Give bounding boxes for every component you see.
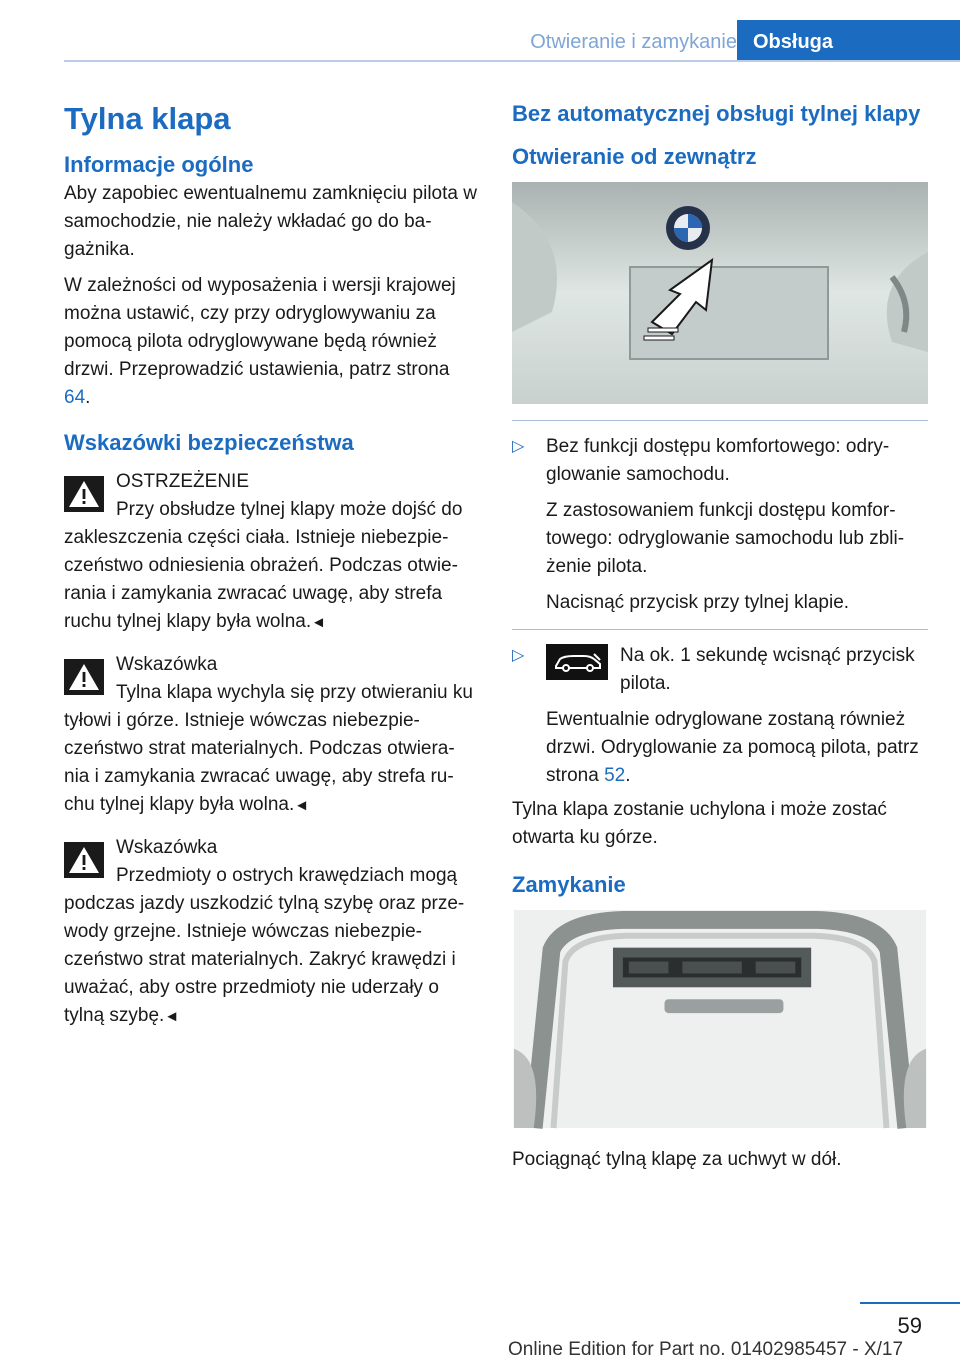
section-tab[interactable]: Otwieranie i zamykanie: [530, 31, 737, 53]
open-outside-heading: Otwieranie od zewnątrz: [512, 144, 757, 169]
tailgate-exterior-photo: [512, 182, 928, 404]
end-mark: ◄: [294, 797, 310, 814]
page-title: Tylna klapa: [64, 101, 231, 136]
warning-triangle-icon: [64, 842, 104, 878]
warning-title: OSTRZEŻENIE: [116, 471, 250, 492]
warning-block-3: [64, 834, 480, 1031]
closing-heading: Zamykanie: [512, 872, 626, 897]
warning-title: Wskazówka: [116, 654, 218, 675]
safety-heading: Wskazówki bezpieczeństwa: [64, 430, 354, 455]
section-heading: Bez automatycznej obsługi tylnej klapy: [512, 101, 921, 126]
footer-rule: [860, 1302, 960, 1304]
page-number: 59: [897, 1313, 922, 1338]
page-link-64[interactable]: 64: [64, 387, 86, 408]
step-1-text-1: Bez funkcji dostępu komfortowego: odry-glowanie samochodu.: [546, 436, 890, 485]
tailgate-interior-photo: [512, 910, 928, 1130]
step-marker-icon: ▷: [512, 438, 525, 455]
step-2-text-2-end: .: [625, 765, 631, 786]
general-paragraph-2-end: .: [85, 387, 91, 408]
page-link-52[interactable]: 52: [604, 765, 626, 786]
step-2-text-2: [546, 706, 928, 790]
general-paragraph-1: Aby zapobiec ewentualnemu zamknięciu pilota w samochodzie, nie należy wkładać go do ba-gażnika.: [64, 183, 477, 260]
step-rule: [512, 629, 928, 630]
page-header: [64, 20, 960, 62]
step-1-text-2: Z zastosowaniem funkcji dostępu komfor-towego: odryglowanie samochodu lub zbli-żenie pilota.: [546, 500, 905, 577]
end-mark: ◄: [164, 1008, 180, 1025]
general-paragraph-2: [64, 272, 480, 412]
step-2-text-1: [546, 642, 928, 698]
after-steps-text: Tylna klapa zostanie uchylona i może zostać otwarta ku górze.: [512, 799, 887, 848]
step-2-text-1-label: Na ok. 1 sekundę wcisnąć przycisk pilota.: [620, 645, 915, 694]
header-rule: [64, 60, 960, 62]
right-column: [512, 100, 928, 1182]
warning-text: Przy obsłudze tylnej klapy może dojść do zakleszczenia części ciała. Istnieje niebezpie-czeństwo odniesienia obrażeń. Podczas otwie-rania i zamykania zwracać uwagę, aby strefa ruchu tylnej klapy była wolna.: [64, 499, 463, 632]
left-column: [64, 100, 480, 1045]
general-paragraph-2-text: W zależności od wyposażenia i wersji krajowej można ustawić, czy przy odryglowywaniu za pomocą pilota odryglowywane będą również drzwi. Przeprowadzić ustawienia, patrz strona: [64, 275, 456, 380]
chapter-tab[interactable]: Obsługa: [737, 20, 960, 62]
warning-text: Przedmioty o ostrych krawędziach mogą podczas jazdy uszkodzić tylną szybę oraz prze-wody grzejne. Istnieje wówczas niebezpie-czeństwo strat materialnych. Zakryć krawędzi i uważać, aby ostre przedmioty nie uderzały o tylną szybę.: [64, 865, 465, 1026]
step-1: [512, 433, 928, 617]
warning-triangle-icon: [64, 476, 104, 512]
step-marker-icon: ▷: [512, 647, 525, 664]
edition-note: Online Edition for Part no. 01402985457 - X/17: [508, 1339, 904, 1360]
step-rule: [512, 420, 928, 421]
step-2: [512, 642, 928, 790]
closing-text: Pociągnąć tylną klapę za uchwyt w dół.: [512, 1149, 842, 1170]
warning-triangle-icon: [64, 659, 104, 695]
step-2-text-2-label: Ewentualnie odryglowane zostaną również drzwi. Odryglowanie za pomocą pilota, patrz strona: [546, 709, 919, 786]
warning-block-2: [64, 651, 480, 820]
general-heading: Informacje ogólne: [64, 152, 254, 177]
step-1-text-3: Nacisnąć przycisk przy tylnej klapie.: [546, 592, 850, 613]
warning-text: Tylna klapa wychyla się przy otwieraniu ku tyłowi i górze. Istnieje wówczas niebezpie-czeństwo strat materialnych. Podczas otwiera-nia i zamykania zwracać uwagę, aby strefa ru-chu tylnej klapy była wolna.: [64, 682, 473, 815]
warning-title: Wskazówka: [116, 837, 218, 858]
tailgate-key-button-icon: [546, 644, 608, 680]
end-mark: ◄: [311, 614, 326, 631]
warning-block-1: [64, 468, 480, 637]
